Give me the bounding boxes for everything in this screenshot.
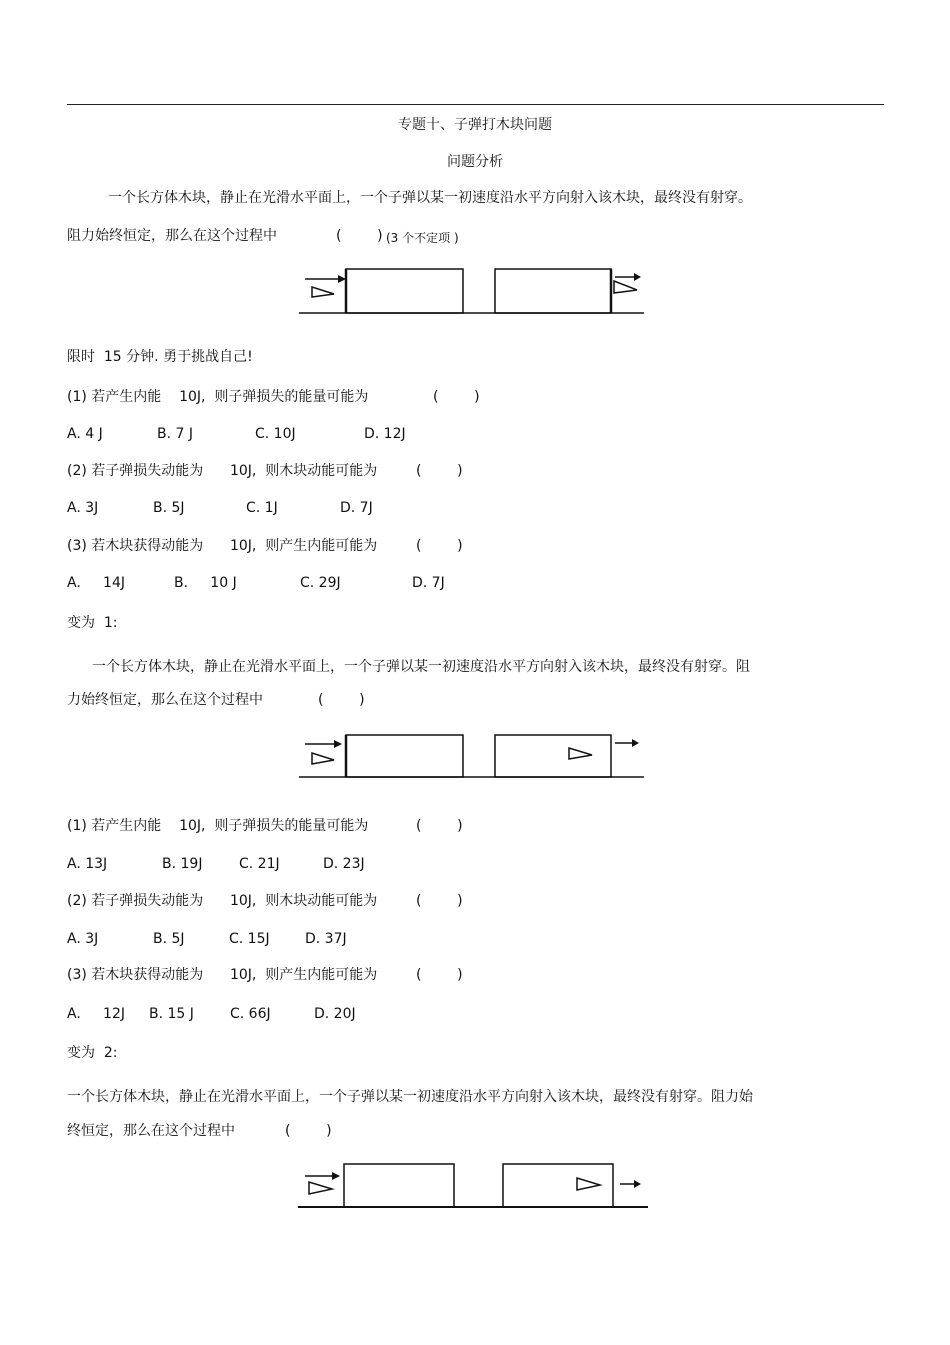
block-after-1	[495, 269, 611, 313]
v1-q3-option-c: C. 66J	[230, 1006, 271, 1022]
v1-q2-option-d: D. 37J	[305, 931, 347, 947]
p1-q1-option-b: B. 7 J	[157, 426, 193, 442]
bullet-before-2	[312, 753, 334, 764]
block-after-2	[495, 735, 611, 777]
p1-q3-option-a: A. 14J	[67, 575, 125, 591]
block-after-3	[503, 1164, 613, 1207]
variant1-bracket: ( )	[318, 692, 365, 708]
v1-q2-option-c: C. 15J	[229, 931, 270, 947]
v1-q3-text: (3) 若木块获得动能为 10J, 则产生内能可能为	[67, 967, 378, 983]
block-before-2	[346, 735, 463, 777]
variant1-label: 变为 1:	[67, 615, 118, 631]
block-before-1	[346, 269, 463, 313]
intro-note: (3 个不定项 )	[386, 231, 459, 245]
v1-q1-text: (1) 若产生内能 10J, 则子弹损失的能量可能为	[67, 818, 369, 834]
v1-q1-bracket: ( )	[416, 818, 463, 834]
section-subtitle: 问题分析	[447, 154, 503, 170]
p1-q2-text: (2) 若子弹损失动能为 10J, 则木块动能可能为	[67, 463, 378, 479]
p1-q1-text: (1) 若产生内能 10J, 则子弹损失的能量可能为	[67, 389, 369, 405]
time-note: 限时 15 分钟. 勇于挑战自己!	[67, 349, 253, 365]
bullet-before-1	[312, 287, 334, 297]
p1-q2-option-c: C. 1J	[246, 500, 278, 516]
variant2-bracket: ( )	[285, 1123, 332, 1139]
block-before-3	[344, 1164, 454, 1207]
bullet-embedded-2	[569, 748, 592, 759]
p1-q1-option-a: A. 4 J	[67, 426, 103, 442]
variant2-line-1: 一个长方体木块，静止在光滑水平面上，一个子弹以某一初速度沿水平方向射入该木块，最终没有射穿。阻力始	[67, 1089, 753, 1105]
v1-q2-bracket: ( )	[416, 893, 463, 909]
intro-line-1: 一个长方体木块，静止在光滑水平面上，一个子弹以某一初速度沿水平方向射入该木块，最终没有射穿。	[108, 190, 752, 206]
variant1-line-2: 力始终恒定，那么在这个过程中	[67, 692, 263, 708]
v1-q2-option-b: B. 5J	[153, 931, 185, 947]
v1-q3-bracket: ( )	[416, 967, 463, 983]
bullet-embedded-3	[577, 1178, 600, 1190]
variant2-label: 变为 2:	[67, 1045, 118, 1061]
bullet-before-3	[309, 1182, 332, 1194]
p1-q3-option-b: B. 10 J	[174, 575, 237, 591]
page-title: 专题十、子弹打木块问题	[398, 117, 552, 133]
v1-q3-option-b: B. 15 J	[149, 1006, 194, 1022]
variant1-line-1: 一个长方体木块，静止在光滑水平面上，一个子弹以某一初速度沿水平方向射入该木块，最终没有射穿。阻	[92, 659, 750, 675]
v1-q1-option-b: B. 19J	[162, 856, 203, 872]
p1-q1-bracket: ( )	[433, 389, 480, 405]
p1-q3-text: (3) 若木块获得动能为 10J, 则产生内能可能为	[67, 538, 378, 554]
v1-q1-option-a: A. 13J	[67, 856, 108, 872]
p1-q2-option-a: A. 3J	[67, 500, 99, 516]
p1-q1-option-d: D. 12J	[364, 426, 406, 442]
p1-q2-option-d: D. 7J	[340, 500, 373, 516]
v1-q1-option-d: D. 23J	[323, 856, 365, 872]
v1-q1-option-c: C. 21J	[239, 856, 280, 872]
p1-q2-option-b: B. 5J	[153, 500, 185, 516]
bullet-after-1	[614, 281, 637, 293]
v1-q2-option-a: A. 3J	[67, 931, 99, 947]
v1-q3-option-d: D. 20J	[314, 1006, 356, 1022]
intro-answer-bracket: ( )	[336, 228, 383, 244]
v1-q2-text: (2) 若子弹损失动能为 10J, 则木块动能可能为	[67, 893, 378, 909]
p1-q1-option-c: C. 10J	[255, 426, 296, 442]
v1-q3-option-a: A. 12J	[67, 1006, 125, 1022]
variant2-line-2: 终恒定，那么在这个过程中	[67, 1123, 235, 1139]
p1-q2-bracket: ( )	[416, 463, 463, 479]
p1-q3-bracket: ( )	[416, 538, 463, 554]
header-rule	[67, 104, 884, 105]
p1-q3-option-d: D. 7J	[412, 575, 445, 591]
p1-q3-option-c: C. 29J	[300, 575, 341, 591]
intro-line-2: 阻力始终恒定，那么在这个过程中	[67, 228, 277, 244]
